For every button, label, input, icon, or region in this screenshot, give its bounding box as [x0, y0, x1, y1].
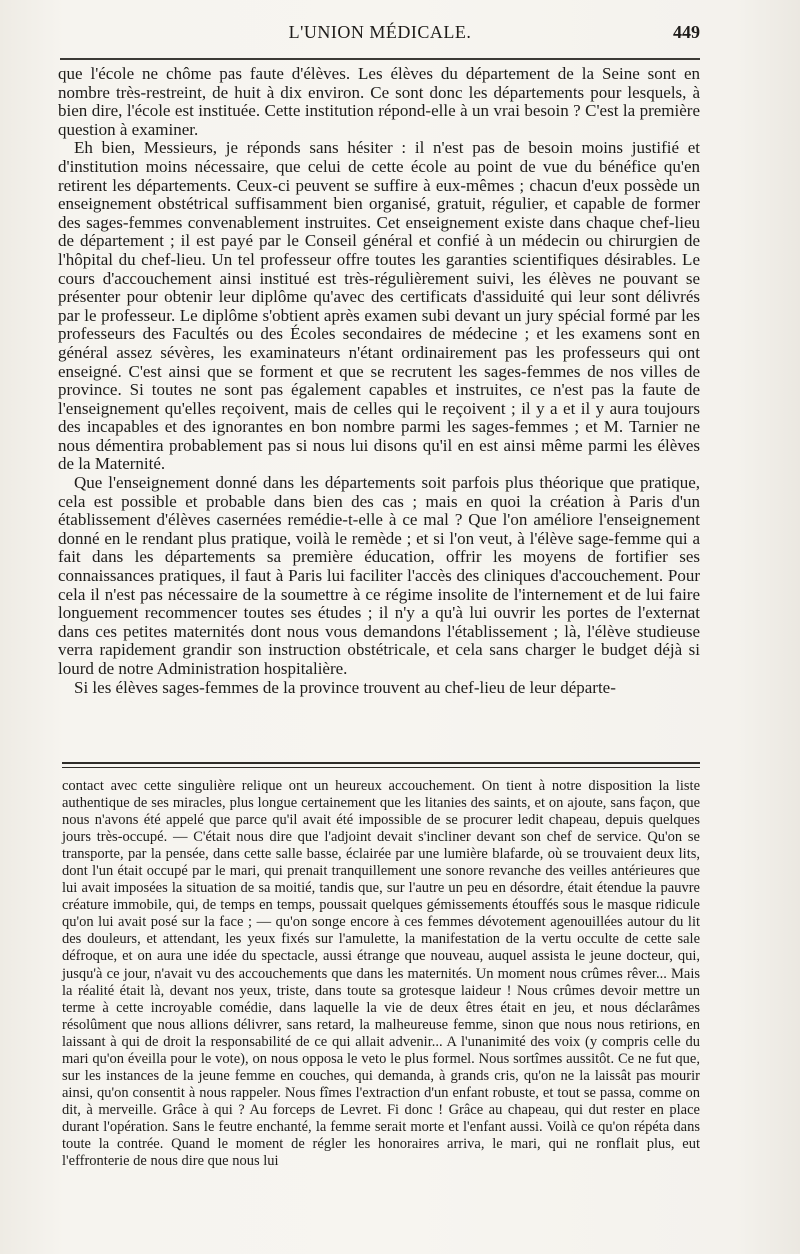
paragraph: Que l'enseignement donné dans les départements soit parfois plus théorique que pratique, cela est possible et probable dans bien des cas ; mais en quoi la création à Paris d'un établissement d'élèves casernées remédie-t-elle à ce mal ? Que l'on améliore l'enseignement donné en le rendant plus pratique, voilà le remède ; et si l'on veut, à l'élève sage-femme qui a fait dans les départements sa première éducation, offrir les moyens de fortifier ses connaissances pratiques, il faut à Paris lui faciliter l'accès des cliniques d'accouchement. Pour cela il n'est pas nécessaire de la soumettre à ce régime insolite de l'internement et de lui faire longuement recommencer toutes ses études ; il n'y a qu'à lui ouvrir les portes de l'externat dans ces petites maternités dont nous vous demandons l'établissement ; là, l'élève studieuse verra rapidement grandir son instruction obstétricale, et cela sans charger le budget déjà si lourd de notre Administration hospitalière.	[58, 473, 700, 678]
page-header	[60, 22, 700, 48]
footnote-rule	[62, 762, 700, 768]
paragraph: Eh bien, Messieurs, je réponds sans hésiter : il n'est pas de besoin moins justifié et d'institution moins nécessaire, que celui de cette école au point de vue du bénéfice qu'en retirent les départements. Ceux-ci peuvent se suffire à eux-mêmes ; chacun d'eux possède un enseignement obstétrical suffisamment bien organisé, gratuit, régulier, et capable de former des sages-femmes convenablement instruites. Cet enseignement existe dans chaque chef-lieu de département ; il est payé par le Conseil général et confié à un médecin ou chirurgien de l'hôpital du chef-lieu. Un tel professeur offre toutes les garanties scientifiques désirables. Le cours d'accouchement ainsi institué est très-régulièrement suivi, les élèves ne pouvant se présenter pour obtenir leur diplôme qu'avec des certificats d'assiduité qui leur sont délivrés par le professeur. Le diplôme s'obtient après examen subi devant un jury spécial formé par les professeurs des Facultés ou des Écoles secondaires de médecine ; et les examens sont en général assez sévères, les examinateurs n'étant ordinairement pas les professeurs qui ont enseigné. C'est ainsi que se forment et que se recrutent les sages-femmes de nos villes de province. Si toutes ne sont pas également capables et instruites, ce n'est pas la faute de l'enseignement qu'elles reçoivent, mais de celles qui le reçoivent ; il y a et il y aura toujours des incapables et des ignorantes en bon nombre parmi les sages-femmes ; et M. Tarnier ne nous démentira probablement pas si nous lui disons qu'il en est ainsi même parmi les élèves de la Maternité.	[58, 138, 700, 474]
footnote	[62, 778, 700, 1170]
paragraph: que l'école ne chôme pas faute d'élèves. Les élèves du département de la Seine sont en nombre très-restreint, de huit à dix environ. Ce sont donc les départements pour lesquels, à bien dire, l'école est instituée. Cette institution répond-elle à un vrai besoin ? C'est la première question à examiner.	[58, 64, 700, 139]
header-rule	[60, 58, 700, 60]
page-number: 449	[673, 22, 700, 42]
running-title: L'UNION MÉDICALE.	[288, 22, 472, 42]
footnote-text: contact avec cette singulière relique ont un heureux accouchement. On tient à notre disposition la liste authentique de ses miracles, plus longue certainement que les litanies des saints, et on ajoute, sans façon, que nous n'avons été appelé que parce qu'il avait été impossible de se procurer ledit chapeau, depuis quelques jours très-occupé. — C'était nous dire que l'adjoint devait s'incliner devant son chef de service. Qu'on se transporte, par la pensée, dans cette salle basse, éclairée par une lumière blafarde, où se trouvaient deux lits, dont l'un était occupé par le mari, qui prenait tranquillement une sonore revanche des veilles antérieures que lui avait imposées la situation de sa moitié, tandis que, sur l'autre un peu en désordre, était étendue la pauvre créature immobile, qui, de temps en temps, poussait quelques gémissements étouffés sous le masque ridicule qu'on lui avait posé sur la face ; — qu'on songe encore à ces femmes dévotement agenouillées autour du lit des douleurs, et attendant, les yeux fixés sur l'amulette, la manifestation de la vertu occulte de cette sale défroque, et on aura une idée du spectacle, aussi étrange que nouveau, auquel assista le jeune docteur, qui, jusqu'à ce jour, n'avait vu des accouchements que dans les maternités. Un moment nous crûmes rêver... Mais la réalité était là, devant nos yeux, triste, dans toute sa grotesque laideur ! Nous crûmes devoir mettre un terme à cette incroyable comédie, dans laquelle la vie de deux êtres était en jeu, et nous déclarâmes résolûment que nous allions délivrer, sans retard, la malheureuse femme, sinon que nous nous retirions, en laissant à qui de droit la responsabilité de ce qui allait advenir... A l'unanimité des voix (y compris celle du mari qu'on éveilla pour le vote), on nous opposa le veto le plus formel. Nous sortîmes aussitôt. Ce ne fut que, sur les instances de la jeune femme en couches, qui demanda, à grands cris, qu'on ne la laissât pas mourir ainsi, qu'on consentit à nous rappeler. Nous fîmes l'extraction d'un enfant robuste, et tout se passa, comme on dit, à merveille. Grâce à qui ? Au forceps de Levret. Fi donc ! Grâce au chapeau, qui dut rester en place durant l'opération. Sans le feutre enchanté, la femme serait morte et l'enfant aussi. Voilà ce qu'on répéta dans toute la contrée. Quand le moment de régler les honoraires arriva, le mari, qui ne ronflait plus, eut l'effronterie de nous dire que nous lui	[62, 778, 700, 1170]
main-text	[58, 65, 700, 697]
paragraph: Si les élèves sages-femmes de la province trouvent au chef-lieu de leur départe-	[74, 677, 616, 697]
